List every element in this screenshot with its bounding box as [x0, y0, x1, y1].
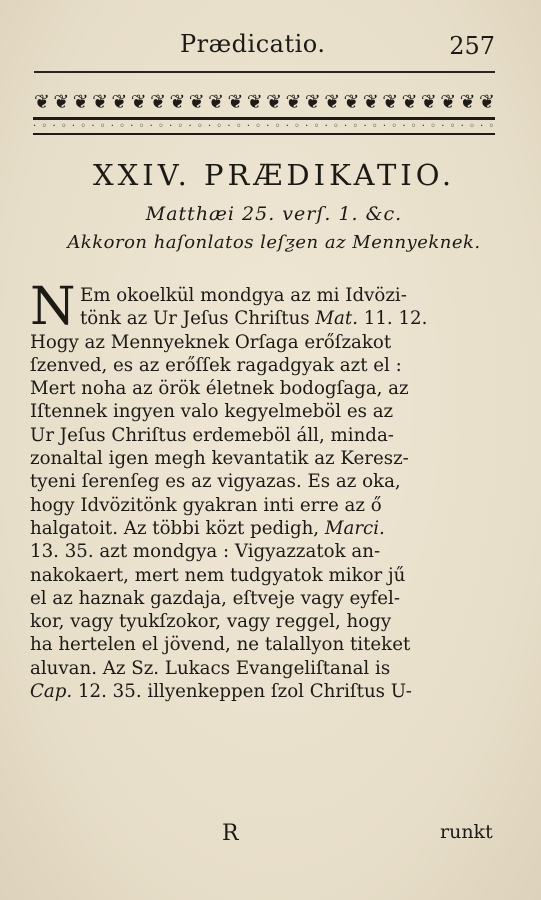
ornamental-border	[33, 92, 495, 132]
verse-text: Akkoron haſonlatos leſƺen az Mennyeknek.	[67, 232, 481, 253]
ornament-dot: ·	[402, 121, 406, 132]
ornament-dot: ◦	[352, 121, 359, 132]
ornament-dot: ◦	[41, 121, 48, 132]
ornament-dot: ◦	[430, 121, 437, 132]
line-text: zonaltal igen megh kevantatik az Keresz-	[30, 448, 409, 470]
ornament-dot: ·	[169, 121, 173, 132]
ornament-dot: ·	[344, 121, 348, 132]
ornament-dot: ·	[266, 121, 270, 132]
text-line	[30, 657, 496, 680]
ornament-dot: ·	[110, 121, 114, 132]
line-text-tail: 11. 12.	[357, 308, 428, 330]
ornament-dot: ·	[246, 121, 250, 132]
ornament-dot: ◦	[80, 121, 87, 132]
ornament-dot: ◦	[99, 121, 106, 132]
text-line	[30, 284, 496, 307]
ornament-dot: ◦	[410, 121, 417, 132]
ornament-dot: ·	[33, 121, 37, 132]
fleuron-icon: ❦	[304, 91, 320, 113]
ornament-dot: ·	[305, 121, 309, 132]
fleuron-icon: ❦	[130, 91, 146, 113]
fleuron-icon: ❦	[362, 91, 378, 113]
ornament-dot: ·	[285, 121, 289, 132]
ornament-dot: ·	[207, 121, 212, 132]
line-text: Em okoelkül mondgya az mi Idvözi-	[80, 285, 407, 306]
fleuron-icon: ❦	[34, 91, 49, 113]
ornament-dot: ◦	[313, 121, 320, 132]
ornament-dot: ◦	[157, 121, 164, 132]
line-text: ſzenved, es az erőſſek ragadgyak azt el :	[30, 354, 402, 376]
line-text: el az haznak gazdaja, eſtveje vagy eyfel-	[30, 587, 401, 609]
text-line	[30, 610, 496, 633]
line-text: Ur Jeſus Chriſtus erdemeböl áll, minda-	[30, 424, 394, 446]
line-text: halgatoit. Az többi közt pedigh,	[30, 517, 325, 539]
fleuron-icon: ❦	[169, 91, 185, 113]
fleuron-icon: ❦	[459, 91, 475, 113]
ornament-dot: ◦	[332, 121, 339, 132]
line-text: aluvan. Az Sz. Lukacs Evangeliſtanal is	[30, 657, 391, 679]
fleuron-icon: ❦	[343, 91, 359, 113]
ornament-dot: ·	[480, 121, 484, 132]
ornament-dot: ◦	[255, 121, 262, 132]
line-text: tyeni ſerenſeg es az vigyazas. Es az oka,	[30, 471, 401, 493]
page-number: 257	[449, 32, 495, 60]
fleuron-icon: ❦	[208, 91, 224, 113]
fleuron-icon: ❦	[324, 91, 340, 113]
ornament-dot: ◦	[235, 121, 242, 132]
line-text: 13. 35. azt mondgya : Vigyazzatok an-	[30, 541, 381, 563]
fleuron-icon: ❦	[478, 91, 494, 113]
text-line	[30, 424, 496, 447]
ornament-dot: ·	[421, 121, 425, 132]
text-line	[30, 400, 496, 423]
text-line	[30, 447, 496, 470]
signature-mark: R	[222, 821, 239, 846]
line-text: Mert noha az örök életnek bodogſaga, az	[30, 378, 409, 400]
ornament-dot: ◦	[391, 121, 398, 132]
ornament-dot: ◦	[177, 121, 184, 132]
ornament-dot: ◦	[468, 121, 475, 132]
italic-reference: Mat.	[315, 308, 358, 330]
ornament-dot: ·	[130, 121, 134, 132]
sermon-body	[30, 284, 496, 703]
ornament-dot: ·	[441, 121, 445, 132]
ornament-dot: ◦	[216, 121, 223, 132]
text-line	[30, 517, 496, 540]
ornament-dot: ◦	[274, 121, 281, 132]
fleuron-icon: ❦	[92, 91, 107, 113]
ornament-dot: ·	[91, 121, 95, 132]
fleuron-icon: ❦	[285, 91, 301, 113]
text-line	[30, 633, 496, 656]
ornament-dot: ·	[71, 121, 76, 132]
line-text-tail: 12. 35. illyenkeppen ſzol Chriſtus U-	[72, 681, 412, 703]
verse-reference: Matthæi 25. verſ. 1. &c.	[145, 203, 403, 225]
running-head: Prædicatio.	[180, 30, 326, 58]
text-line	[30, 494, 496, 517]
fleuron-icon: ❦	[420, 91, 436, 113]
ornament-dot: ·	[188, 121, 192, 132]
text-line	[30, 307, 496, 330]
ornament-dot: ◦	[119, 121, 126, 132]
fleuron-icon: ❦	[188, 91, 204, 113]
ornament-dot: ·	[52, 121, 56, 132]
ornament-dot: ·	[324, 121, 328, 132]
fleuron-icon: ❦	[53, 91, 69, 113]
drop-cap: N	[30, 277, 76, 337]
fleuron-icon: ❦	[382, 91, 398, 113]
ornament-dot: ·	[149, 121, 153, 132]
line-text: tönk az Ur Jeſus Chriſtus	[80, 308, 316, 330]
text-line	[30, 587, 496, 610]
fleuron-icon: ❦	[227, 91, 243, 113]
fleuron-icon: ❦	[111, 91, 127, 113]
ornament-dot: ◦	[294, 121, 300, 132]
ornament-dot: ·	[363, 121, 367, 132]
ornament-dot: ·	[382, 121, 387, 132]
text-line	[30, 680, 496, 703]
ornament-rule-lower	[33, 133, 495, 135]
text-line	[30, 470, 496, 493]
fleuron-icon: ❦	[266, 91, 282, 113]
italic-reference: Cap.	[30, 681, 73, 703]
ornament-dot: ◦	[60, 121, 67, 132]
italic-reference: Marci.	[324, 517, 385, 539]
ornament-dot: ◦	[196, 121, 203, 132]
header-rule	[34, 71, 495, 73]
text-line	[30, 377, 496, 400]
line-text: hogy Idvözitönk gyakran inti erre az ő	[30, 494, 382, 516]
line-text: Hogy az Mennyeknek Orſaga erőſzakot	[30, 331, 392, 353]
sermon-title: XXIV. PRÆDIKATIO.	[92, 158, 456, 192]
ornament-dots	[33, 122, 495, 132]
fleuron-icon: ❦	[440, 91, 456, 113]
text-line	[30, 354, 496, 377]
fleuron-icon: ❦	[401, 91, 417, 113]
ornament-dot: ◦	[488, 121, 495, 132]
text-line	[30, 540, 496, 563]
line-text: Iſtennek ingyen valo kegyelmeböl es az	[30, 401, 394, 423]
page-header	[34, 30, 495, 66]
line-text: nakokaert, mert nem tudgyatok mikor jű	[30, 564, 406, 586]
ornament-dot: ◦	[371, 121, 378, 132]
ornament-dot: ◦	[138, 121, 145, 132]
fleuron-icon: ❦	[72, 91, 88, 113]
fleuron-icon: ❦	[246, 91, 262, 113]
ornament-dot: ·	[460, 121, 464, 132]
line-text: kor, vagy tyukſzokor, vagy reggel, hogy	[30, 611, 392, 633]
fleuron-row	[33, 92, 495, 112]
ornament-rule	[33, 117, 495, 120]
ornament-dot: ·	[227, 121, 231, 132]
catchword: runkt	[440, 821, 493, 843]
ornament-dot: ◦	[449, 121, 456, 132]
text-line	[30, 331, 496, 354]
fleuron-icon: ❦	[150, 91, 166, 113]
line-text: ha hertelen el jövend, ne talallyon titeket	[30, 634, 411, 656]
text-line	[30, 564, 496, 587]
